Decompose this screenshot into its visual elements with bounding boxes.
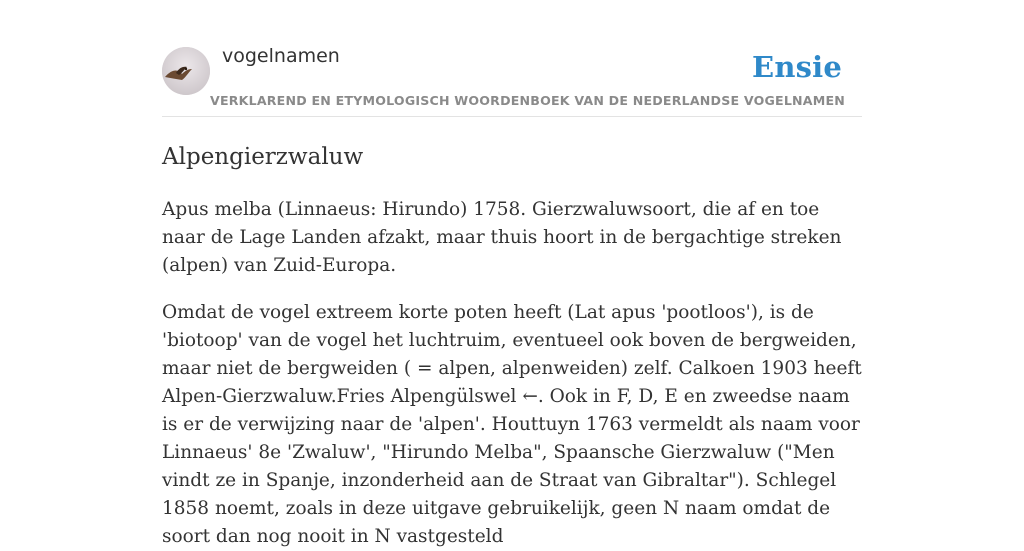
site-header xyxy=(162,0,862,117)
site-name-link[interactable]: vogelnamen xyxy=(222,45,340,67)
article-paragraph: Omdat de vogel extreem korte poten heeft (Lat apus 'pootloos'), is de 'biotoop' van de vogel het luchtruim, eventueel ook boven de bergweiden, maar niet de bergweiden ( = alpen, alpenweiden) zelf. Calkoen 1903 heeft Alpen-Gierzwaluw.Fries Alpengülswel ←. Ook in F, D, E en zweedse naam is er de verwijzing naar de 'alpen'. Houttuyn 1763 vermeldt als naam voor Linnaeus' 8e 'Zwaluw', "Hirundo Melba", Spaansche Gierzwaluw ("Men vindt ze in Spanje, inzonderheid aan de Straat van Gibraltar"). Schlegel 1858 noemt, zoals in deze uitgave gebruikelijk, geen N naam omdat de soort dan nog nooit in N vastgesteld xyxy=(162,302,862,547)
article-paragraph: Apus melba (Linnaeus: Hirundo) 1758. Gierzwaluwsoort, die af en toe naar de Lage Landen afzakt, maar thuis hoort in de bergachtige streken (alpen) van Zuid-Europa. xyxy=(162,199,842,276)
site-tagline: VERKLAREND EN ETYMOLOGISCH WOORDENBOEK VAN DE NEDERLANDSE VOGELNAMEN xyxy=(210,93,846,108)
page xyxy=(162,0,862,551)
swallow-avatar-icon xyxy=(162,47,210,95)
article xyxy=(162,142,862,551)
article-title: Alpengierzwaluw xyxy=(162,144,364,170)
avatar[interactable] xyxy=(162,47,210,95)
ensie-brand-logo[interactable]: Ensie xyxy=(752,50,842,84)
article-body xyxy=(162,196,862,551)
